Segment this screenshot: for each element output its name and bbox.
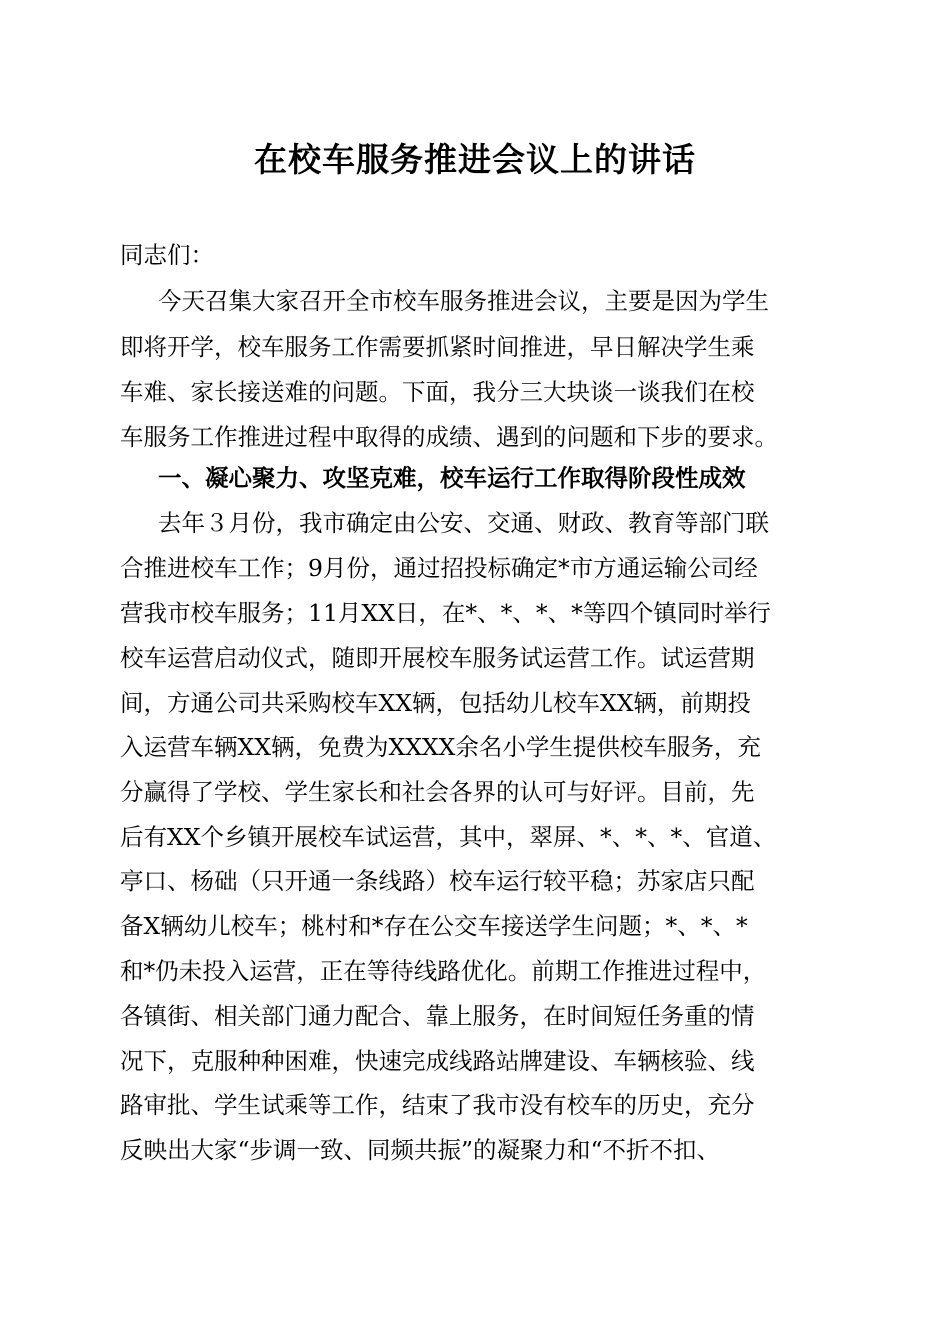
body-line: 亭口、杨础（只开通一条线路）校车运行较平稳；苏家店只配 <box>120 867 755 895</box>
intro-line: 今天召集大家召开全市校车服务推进会议，主要是因为学生 <box>158 287 769 315</box>
body-line: 间，方通公司共采购校车XX辆，包括幼儿校车XX辆，前期投 <box>120 689 751 717</box>
intro-line: 车服务工作推进过程中取得的成绩、遇到的问题和下步的要求。 <box>120 423 778 451</box>
salutation: 同志们： <box>120 241 214 269</box>
intro-line: 车难、家长接送难的问题。下面，我分三大块谈一谈我们在校 <box>120 378 755 406</box>
body-line: 和*仍未投入运营，正在等待线路优化。前期工作推进过程中， <box>120 957 767 985</box>
intro-line: 即将开学，校车服务工作需要抓紧时间推进，早日解决学生乘 <box>120 333 755 361</box>
body-line: 入运营车辆XX辆，免费为XXXX余名小学生提供校车服务，充 <box>120 733 761 761</box>
body-line: 后有XX个乡镇开展校车试运营，其中，翠屏、*、*、*、官道、 <box>120 823 777 851</box>
body-line: 合推进校车工作；9月份，通过招投标确定*市方通运输公司经 <box>120 554 758 582</box>
body-line: 路审批、学生试乘等工作，结束了我市没有校车的历史，充分 <box>120 1091 755 1119</box>
body-line: 各镇街、相关部门通力配合、靠上服务，在时间短任务重的情 <box>120 1002 755 1030</box>
body-line: 校车运营启动仪式，随即开展校车服务试运营工作。试运营期 <box>120 644 755 672</box>
document-title: 在校车服务推进会议上的讲话 <box>254 140 696 179</box>
body-line: 备X辆幼儿校车；桃村和*存在公交车接送学生问题；*、*、* <box>120 912 748 940</box>
body-line: 分赢得了学校、学生家长和社会各界的认可与好评。目前，先 <box>120 778 755 806</box>
body-line: 营我市校车服务；11月XX日，在*、*、*、*等四个镇同时举行 <box>120 599 771 627</box>
body-line: 去年３月份，我市确定由公安、交通、财政、教育等部门联 <box>158 509 769 537</box>
body-line: 反映出大家“步调一致、同频共振”的凝聚力和“不折不扣、 <box>120 1136 721 1164</box>
section-heading: 一、凝心聚力、攻坚克难，校车运行工作取得阶段性成效 <box>158 464 746 492</box>
body-line: 况下，克服种种困难，快速完成线路站牌建设、车辆核验、线 <box>120 1047 755 1075</box>
